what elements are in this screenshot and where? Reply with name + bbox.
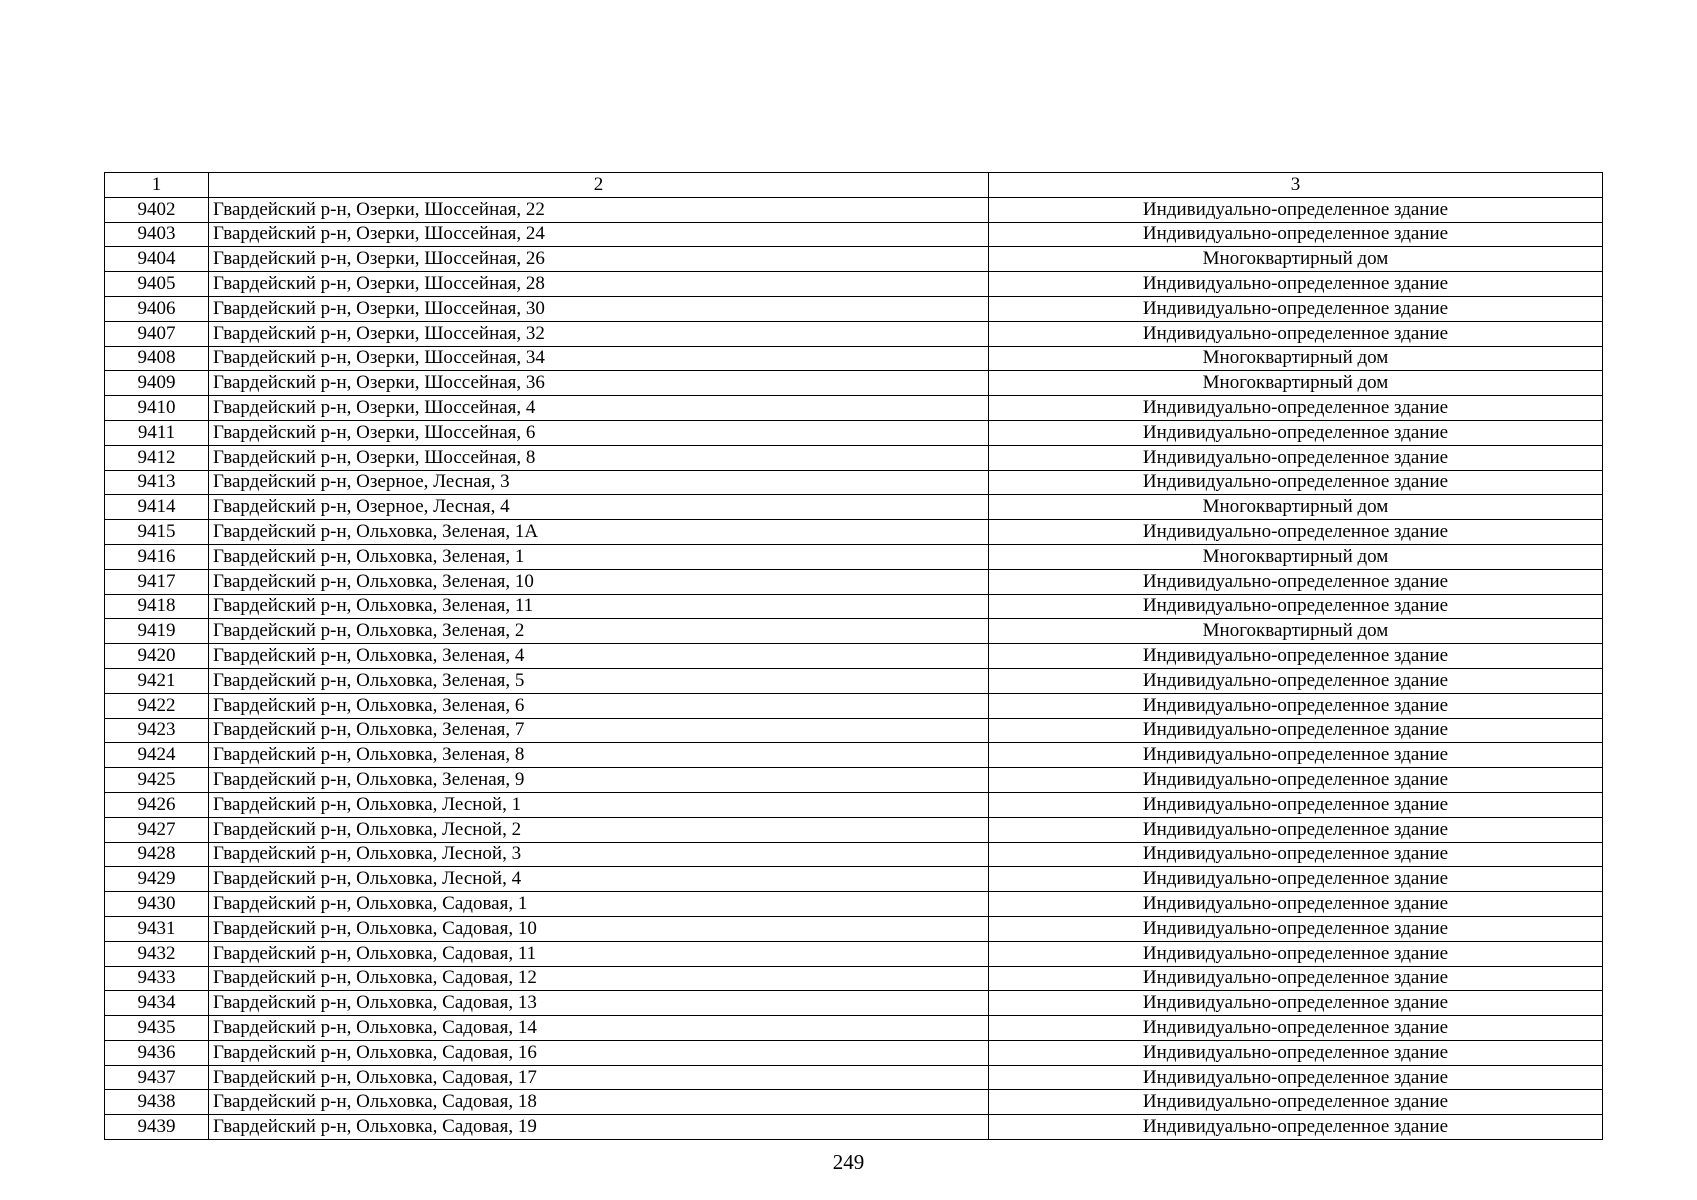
row-number-cell: 9419 [105, 619, 209, 644]
table-row [105, 1065, 1603, 1090]
table-row [105, 569, 1603, 594]
building-type-cell: Индивидуально-определенное здание [989, 445, 1603, 470]
building-type-cell: Индивидуально-определенное здание [989, 892, 1603, 917]
row-number-cell: 9435 [105, 1016, 209, 1041]
address-cell: Гвардейский р-н, Ольховка, Зеленая, 2 [209, 619, 989, 644]
row-number-cell: 9409 [105, 371, 209, 396]
building-type-cell: Индивидуально-определенное здание [989, 296, 1603, 321]
address-cell: Гвардейский р-н, Озерное, Лесная, 3 [209, 470, 989, 495]
building-type-cell: Индивидуально-определенное здание [989, 569, 1603, 594]
row-number-cell: 9406 [105, 296, 209, 321]
row-number-cell: 9439 [105, 1115, 209, 1140]
table-row [105, 396, 1603, 421]
building-type-cell: Индивидуально-определенное здание [989, 842, 1603, 867]
address-cell: Гвардейский р-н, Ольховка, Садовая, 17 [209, 1065, 989, 1090]
table-row [105, 991, 1603, 1016]
column-header-1: 1 [105, 173, 209, 198]
column-header-2: 2 [209, 173, 989, 198]
building-type-cell: Индивидуально-определенное здание [989, 321, 1603, 346]
table-row [105, 1040, 1603, 1065]
address-cell: Гвардейский р-н, Ольховка, Садовая, 10 [209, 916, 989, 941]
address-cell: Гвардейский р-н, Ольховка, Садовая, 19 [209, 1115, 989, 1140]
table-row [105, 296, 1603, 321]
address-cell: Гвардейский р-н, Ольховка, Лесной, 3 [209, 842, 989, 867]
address-cell: Гвардейский р-н, Ольховка, Зеленая, 5 [209, 668, 989, 693]
building-type-cell: Индивидуально-определенное здание [989, 792, 1603, 817]
building-type-cell: Индивидуально-определенное здание [989, 966, 1603, 991]
building-type-cell: Индивидуально-определенное здание [989, 470, 1603, 495]
row-number-cell: 9438 [105, 1090, 209, 1115]
table-row [105, 916, 1603, 941]
address-cell: Гвардейский р-н, Ольховка, Лесной, 4 [209, 867, 989, 892]
address-cell: Гвардейский р-н, Озерки, Шоссейная, 6 [209, 420, 989, 445]
table-row [105, 892, 1603, 917]
building-type-cell: Индивидуально-определенное здание [989, 1016, 1603, 1041]
table-row [105, 743, 1603, 768]
address-cell: Гвардейский р-н, Ольховка, Садовая, 11 [209, 941, 989, 966]
row-number-cell: 9416 [105, 544, 209, 569]
address-cell: Гвардейский р-н, Ольховка, Садовая, 18 [209, 1090, 989, 1115]
building-type-cell: Индивидуально-определенное здание [989, 693, 1603, 718]
address-cell: Гвардейский р-н, Ольховка, Зеленая, 8 [209, 743, 989, 768]
address-cell: Гвардейский р-н, Ольховка, Садовая, 1 [209, 892, 989, 917]
table-row [105, 544, 1603, 569]
row-number-cell: 9425 [105, 768, 209, 793]
row-number-cell: 9408 [105, 346, 209, 371]
address-cell: Гвардейский р-н, Ольховка, Садовая, 12 [209, 966, 989, 991]
row-number-cell: 9428 [105, 842, 209, 867]
row-number-cell: 9427 [105, 817, 209, 842]
address-cell: Гвардейский р-н, Озерки, Шоссейная, 26 [209, 247, 989, 272]
table-row [105, 718, 1603, 743]
address-cell: Гвардейский р-н, Озерки, Шоссейная, 28 [209, 272, 989, 297]
address-cell: Гвардейский р-н, Ольховка, Зеленая, 1 [209, 544, 989, 569]
table-row [105, 495, 1603, 520]
address-cell: Гвардейский р-н, Ольховка, Зеленая, 9 [209, 768, 989, 793]
row-number-cell: 9421 [105, 668, 209, 693]
address-cell: Гвардейский р-н, Озерки, Шоссейная, 36 [209, 371, 989, 396]
building-type-cell: Индивидуально-определенное здание [989, 520, 1603, 545]
table-row [105, 197, 1603, 222]
address-cell: Гвардейский р-н, Ольховка, Зеленая, 10 [209, 569, 989, 594]
building-type-cell: Индивидуально-определенное здание [989, 644, 1603, 669]
table-row [105, 941, 1603, 966]
row-number-cell: 9431 [105, 916, 209, 941]
row-number-cell: 9418 [105, 594, 209, 619]
table-row [105, 445, 1603, 470]
table-row [105, 371, 1603, 396]
row-number-cell: 9434 [105, 991, 209, 1016]
address-cell: Гвардейский р-н, Озерки, Шоссейная, 24 [209, 222, 989, 247]
building-type-cell: Индивидуально-определенное здание [989, 197, 1603, 222]
table-row [105, 693, 1603, 718]
address-cell: Гвардейский р-н, Ольховка, Садовая, 13 [209, 991, 989, 1016]
address-cell: Гвардейский р-н, Ольховка, Зеленая, 7 [209, 718, 989, 743]
table-row [105, 792, 1603, 817]
building-type-cell: Индивидуально-определенное здание [989, 272, 1603, 297]
address-cell: Гвардейский р-н, Ольховка, Зеленая, 4 [209, 644, 989, 669]
address-cell: Гвардейский р-н, Озерки, Шоссейная, 32 [209, 321, 989, 346]
address-cell: Гвардейский р-н, Озерки, Шоссейная, 22 [209, 197, 989, 222]
building-type-cell: Индивидуально-определенное здание [989, 768, 1603, 793]
address-cell: Гвардейский р-н, Ольховка, Зеленая, 1А [209, 520, 989, 545]
table-row [105, 768, 1603, 793]
building-type-cell: Индивидуально-определенное здание [989, 743, 1603, 768]
table-row [105, 867, 1603, 892]
address-cell: Гвардейский р-н, Ольховка, Лесной, 1 [209, 792, 989, 817]
address-cell: Гвардейский р-н, Ольховка, Лесной, 2 [209, 817, 989, 842]
table-row [105, 668, 1603, 693]
building-type-cell: Индивидуально-определенное здание [989, 817, 1603, 842]
building-type-cell: Индивидуально-определенное здание [989, 991, 1603, 1016]
address-cell: Гвардейский р-н, Ольховка, Зеленая, 6 [209, 693, 989, 718]
row-number-cell: 9424 [105, 743, 209, 768]
table-row [105, 1115, 1603, 1140]
column-header-3: 3 [989, 173, 1603, 198]
address-cell: Гвардейский р-н, Озерки, Шоссейная, 30 [209, 296, 989, 321]
row-number-cell: 9436 [105, 1040, 209, 1065]
building-type-cell: Многоквартирный дом [989, 619, 1603, 644]
building-type-cell: Многоквартирный дом [989, 247, 1603, 272]
row-number-cell: 9426 [105, 792, 209, 817]
table-row [105, 520, 1603, 545]
row-number-cell: 9417 [105, 569, 209, 594]
row-number-cell: 9430 [105, 892, 209, 917]
table-row [105, 1016, 1603, 1041]
building-type-cell: Индивидуально-определенное здание [989, 867, 1603, 892]
address-cell: Гвардейский р-н, Озерки, Шоссейная, 34 [209, 346, 989, 371]
address-cell: Гвардейский р-н, Озерки, Шоссейная, 8 [209, 445, 989, 470]
table-row [105, 644, 1603, 669]
building-type-cell: Индивидуально-определенное здание [989, 1090, 1603, 1115]
table-row [105, 346, 1603, 371]
row-number-cell: 9420 [105, 644, 209, 669]
row-number-cell: 9405 [105, 272, 209, 297]
address-cell: Гвардейский р-н, Ольховка, Садовая, 16 [209, 1040, 989, 1065]
table-row [105, 966, 1603, 991]
row-number-cell: 9432 [105, 941, 209, 966]
address-cell: Гвардейский р-н, Ольховка, Зеленая, 11 [209, 594, 989, 619]
row-number-cell: 9410 [105, 396, 209, 421]
table-row [105, 321, 1603, 346]
building-type-cell: Индивидуально-определенное здание [989, 668, 1603, 693]
address-cell: Гвардейский р-н, Озерки, Шоссейная, 4 [209, 396, 989, 421]
row-number-cell: 9429 [105, 867, 209, 892]
building-type-cell: Индивидуально-определенное здание [989, 396, 1603, 421]
row-number-cell: 9403 [105, 222, 209, 247]
building-type-cell: Многоквартирный дом [989, 371, 1603, 396]
building-type-cell: Индивидуально-определенное здание [989, 1065, 1603, 1090]
table-body [105, 173, 1603, 1140]
table-header-row [105, 173, 1603, 198]
building-type-cell: Многоквартирный дом [989, 544, 1603, 569]
row-number-cell: 9423 [105, 718, 209, 743]
table-row [105, 594, 1603, 619]
row-number-cell: 9404 [105, 247, 209, 272]
page-number: 249 [832, 1150, 865, 1174]
building-type-cell: Многоквартирный дом [989, 495, 1603, 520]
building-type-cell: Индивидуально-определенное здание [989, 222, 1603, 247]
row-number-cell: 9415 [105, 520, 209, 545]
building-type-cell: Индивидуально-определенное здание [989, 420, 1603, 445]
data-table [104, 172, 1603, 1140]
address-cell: Гвардейский р-н, Ольховка, Садовая, 14 [209, 1016, 989, 1041]
address-cell: Гвардейский р-н, Озерное, Лесная, 4 [209, 495, 989, 520]
building-type-cell: Индивидуально-определенное здание [989, 916, 1603, 941]
row-number-cell: 9407 [105, 321, 209, 346]
building-type-cell: Индивидуально-определенное здание [989, 1040, 1603, 1065]
table-row [105, 842, 1603, 867]
table-row [105, 1090, 1603, 1115]
building-type-cell: Индивидуально-определенное здание [989, 718, 1603, 743]
table-row [105, 247, 1603, 272]
row-number-cell: 9422 [105, 693, 209, 718]
table-row [105, 817, 1603, 842]
table-row [105, 619, 1603, 644]
building-type-cell: Индивидуально-определенное здание [989, 1115, 1603, 1140]
row-number-cell: 9433 [105, 966, 209, 991]
row-number-cell: 9413 [105, 470, 209, 495]
table-row [105, 272, 1603, 297]
table-row [105, 420, 1603, 445]
table-row [105, 470, 1603, 495]
table-row [105, 222, 1603, 247]
row-number-cell: 9411 [105, 420, 209, 445]
building-type-cell: Многоквартирный дом [989, 346, 1603, 371]
row-number-cell: 9402 [105, 197, 209, 222]
row-number-cell: 9414 [105, 495, 209, 520]
row-number-cell: 9412 [105, 445, 209, 470]
building-type-cell: Индивидуально-определенное здание [989, 941, 1603, 966]
row-number-cell: 9437 [105, 1065, 209, 1090]
building-type-cell: Индивидуально-определенное здание [989, 594, 1603, 619]
